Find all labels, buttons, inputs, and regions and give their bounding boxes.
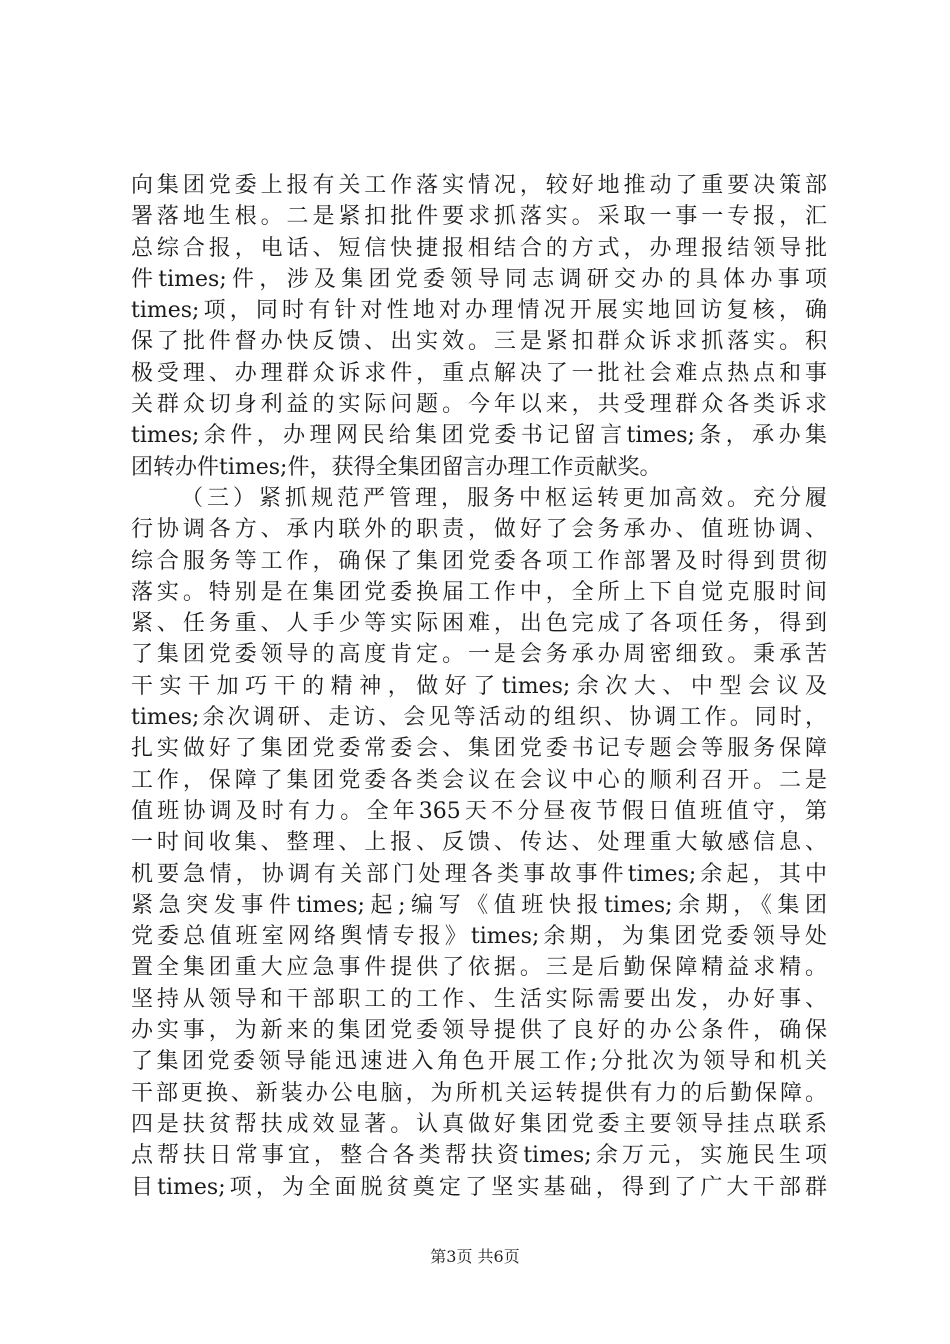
text-line: 了集团党委领导能迅速进入角色开展工作;分批次为领导和机关 xyxy=(131,1049,827,1075)
text-line: times;余件，办理网民给集团党委书记留言times;条，承办集 xyxy=(131,423,827,449)
text-line: 值班协调及时有力。全年365天不分昼夜节假日值班值守，第 xyxy=(131,798,827,824)
text-line: 向集团党委上报有关工作落实情况，较好地推动了重要决策部 xyxy=(131,173,827,198)
text-line: 行协调各方、承内联外的职责，做好了会务承办、值班协调、 xyxy=(131,517,827,543)
text-line: （三）紧抓规范严管理，服务中枢运转更加高效。充分履 xyxy=(181,485,827,511)
text-line: 工作，保障了集团党委各类会议在会议中心的顺利召开。二是 xyxy=(131,767,827,793)
text-line: 办实事，为新来的集团党委领导提供了良好的办公条件，确保 xyxy=(131,1018,827,1044)
text-line: 极受理、办理群众诉求件，重点解决了一批社会难点热点和事 xyxy=(131,360,827,386)
text-line: 保了批件督办快反馈、出实效。三是紧扣群众诉求抓落实。积 xyxy=(131,329,827,355)
text-line: 综合服务等工作，确保了集团党委各项工作部署及时得到贯彻 xyxy=(131,548,827,574)
text-line: 紧急突发事件times;起;编写《值班快报times;余期，《集团 xyxy=(131,892,827,918)
page-footer: 第3页 共6页 xyxy=(430,1247,520,1266)
text-line: 坚持从领导和干部职工的工作、生活实际需要出发，办好事、 xyxy=(131,986,827,1012)
text-line: 总综合报，电话、短信快捷报相结合的方式，办理报结领导批 xyxy=(131,235,827,261)
text-line: 一时间收集、整理、上报、反馈、传达、处理重大敏感信息、 xyxy=(131,830,827,856)
text-line: times;项，同时有针对性地对办理情况开展实地回访复核，确 xyxy=(131,298,827,324)
text-line: 团转办件times;件，获得全集团留言办理工作贡献奖。 xyxy=(131,454,662,480)
text-line: 干实干加巧干的精神，做好了times;余次大、中型会议及 xyxy=(131,673,827,699)
text-line: 党委总值班室网络舆情专报》times;余期，为集团党委领导处 xyxy=(131,924,827,950)
text-line: 紧、任务重、人手少等实际困难，出色完成了各项任务，得到 xyxy=(131,611,827,637)
text-line: 了集团党委领导的高度肯定。一是会务承办周密细致。秉承苦 xyxy=(131,642,827,668)
text-line: 扎实做好了集团党委常委会、集团党委书记专题会等服务保障 xyxy=(131,736,827,762)
text-line: 件times;件，涉及集团党委领导同志调研交办的具体办事项 xyxy=(131,266,827,292)
text-line: 目times;项，为全面脱贫奠定了坚实基础，得到了广大干部群 xyxy=(131,1174,827,1200)
text-line: 署落地生根。二是紧扣批件要求抓落实。采取一事一专报，汇 xyxy=(131,204,827,230)
text-line: 关群众切身利益的实际问题。今年以来，共受理群众各类诉求 xyxy=(131,392,827,418)
text-line: 四是扶贫帮扶成效显著。认真做好集团党委主要领导挂点联系 xyxy=(131,1111,827,1137)
body-text xyxy=(131,170,827,1203)
text-line: 落实。特别是在集团党委换届工作中，全所上下自觉克服时间 xyxy=(131,579,827,605)
text-line: 点帮扶日常事宜，整合各类帮扶资times;余万元，实施民生项 xyxy=(131,1143,827,1169)
text-line: 置全集团重大应急事件提供了依据。三是后勤保障精益求精。 xyxy=(131,955,827,981)
text-line: times;余次调研、走访、会见等活动的组织、协调工作。同时， xyxy=(131,705,827,731)
text-line: 干部更换、新装办公电脑，为所机关运转提供有力的后勤保障。 xyxy=(131,1080,827,1106)
text-line: 机要急情，协调有关部门处理各类事故事件times;余起，其中 xyxy=(131,861,827,887)
